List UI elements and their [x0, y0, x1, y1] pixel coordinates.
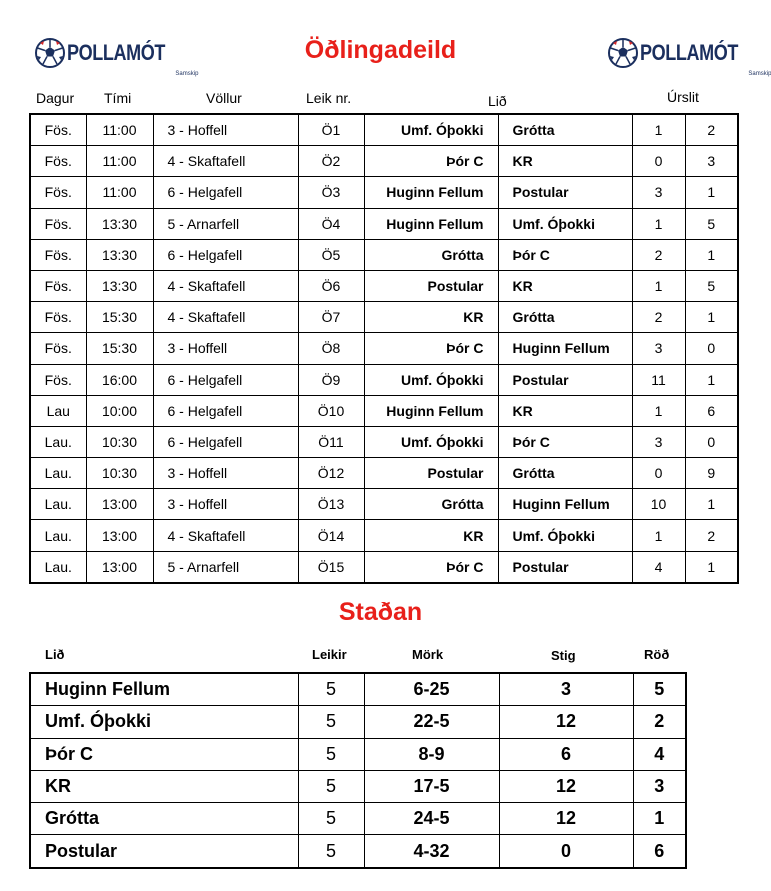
home-team-cell: Huginn Fellum [364, 208, 498, 239]
game-day-cell: Fös. [30, 333, 86, 364]
standings-row [30, 706, 686, 738]
column-header-teams: Lið [488, 93, 507, 109]
game-field-cell: 3 - Hoffell [153, 114, 298, 146]
home-team-cell: Umf. Óþokki [364, 114, 498, 146]
home-team-cell: Þór C [364, 333, 498, 364]
game-row [30, 146, 738, 177]
game-day-cell: Fös. [30, 114, 86, 146]
standings-points-cell: 0 [499, 835, 633, 868]
game-number-cell: Ö4 [298, 208, 364, 239]
game-number-cell: Ö7 [298, 302, 364, 333]
game-number-cell: Ö8 [298, 333, 364, 364]
home-score-cell: 0 [632, 146, 685, 177]
game-row [30, 364, 738, 395]
away-team-cell: Huginn Fellum [498, 333, 632, 364]
standings-row [30, 738, 686, 770]
game-field-cell: 4 - Skaftafell [153, 520, 298, 551]
game-time-cell: 10:00 [86, 395, 153, 426]
game-row [30, 489, 738, 520]
away-score-cell: 1 [685, 551, 738, 583]
home-score-cell: 1 [632, 520, 685, 551]
away-team-cell: Umf. Óþokki [498, 520, 632, 551]
standings-played-cell: 5 [298, 770, 364, 802]
home-score-cell: 1 [632, 114, 685, 146]
away-team-cell: Postular [498, 364, 632, 395]
game-field-cell: 3 - Hoffell [153, 489, 298, 520]
game-row [30, 333, 738, 364]
column-header-field: Völlur [206, 90, 242, 106]
home-team-cell: Umf. Óþokki [364, 364, 498, 395]
away-score-cell: 5 [685, 208, 738, 239]
standings-played-cell: 5 [298, 673, 364, 706]
game-row [30, 551, 738, 583]
game-day-cell: Lau. [30, 520, 86, 551]
away-score-cell: 0 [685, 333, 738, 364]
home-team-cell: Huginn Fellum [364, 177, 498, 208]
home-score-cell: 4 [632, 551, 685, 583]
standings-rank-cell: 6 [633, 835, 686, 868]
standings-row [30, 835, 686, 868]
standings-header-played: Leikir [312, 647, 347, 662]
game-number-cell: Ö15 [298, 551, 364, 583]
standings-team-cell: KR [30, 770, 298, 802]
game-field-cell: 6 - Helgafell [153, 426, 298, 457]
game-day-cell: Fös. [30, 302, 86, 333]
standings-team-cell: Grótta [30, 803, 298, 835]
game-field-cell: 6 - Helgafell [153, 364, 298, 395]
home-score-cell: 3 [632, 426, 685, 457]
home-score-cell: 11 [632, 364, 685, 395]
home-score-cell: 2 [632, 302, 685, 333]
game-number-cell: Ö13 [298, 489, 364, 520]
away-score-cell: 6 [685, 395, 738, 426]
standings-rank-cell: 5 [633, 673, 686, 706]
game-time-cell: 13:30 [86, 239, 153, 270]
away-score-cell: 2 [685, 114, 738, 146]
game-number-cell: Ö5 [298, 239, 364, 270]
standings-points-cell: 12 [499, 803, 633, 835]
games-table [29, 113, 739, 584]
home-team-cell: Postular [364, 458, 498, 489]
football-icon [608, 38, 638, 68]
column-header-game-no: Leik nr. [306, 90, 352, 106]
away-team-cell: Þór C [498, 239, 632, 270]
game-time-cell: 15:30 [86, 333, 153, 364]
game-number-cell: Ö2 [298, 146, 364, 177]
home-team-cell: Postular [364, 270, 498, 301]
standings-row [30, 770, 686, 802]
standings-header-rank: Röð [644, 647, 670, 662]
game-time-cell: 13:00 [86, 520, 153, 551]
game-day-cell: Fös. [30, 270, 86, 301]
game-day-cell: Lau. [30, 489, 86, 520]
standings-played-cell: 5 [298, 706, 364, 738]
home-score-cell: 1 [632, 395, 685, 426]
logo-text: POLLAMÓT [640, 40, 738, 65]
away-score-cell: 1 [685, 177, 738, 208]
away-team-cell: Postular [498, 551, 632, 583]
away-score-cell: 2 [685, 520, 738, 551]
game-time-cell: 10:30 [86, 426, 153, 457]
game-number-cell: Ö3 [298, 177, 364, 208]
away-score-cell: 1 [685, 489, 738, 520]
away-team-cell: KR [498, 270, 632, 301]
standings-team-cell: Postular [30, 835, 298, 868]
home-score-cell: 2 [632, 239, 685, 270]
standings-goals-cell: 22-5 [364, 706, 499, 738]
game-time-cell: 13:30 [86, 270, 153, 301]
game-row [30, 177, 738, 208]
page-title: Öðlingadeild [304, 36, 457, 64]
logo-text: POLLAMÓT [67, 40, 165, 65]
game-day-cell: Lau. [30, 551, 86, 583]
logo-subtext: Samskip [175, 71, 199, 77]
game-day-cell: Fös. [30, 208, 86, 239]
game-day-cell: Lau [30, 395, 86, 426]
standings-table [29, 672, 687, 869]
game-number-cell: Ö9 [298, 364, 364, 395]
home-team-cell: Umf. Óþokki [364, 426, 498, 457]
away-team-cell: KR [498, 395, 632, 426]
game-field-cell: 4 - Skaftafell [153, 146, 298, 177]
game-time-cell: 13:00 [86, 489, 153, 520]
standings-goals-cell: 8-9 [364, 738, 499, 770]
away-score-cell: 9 [685, 458, 738, 489]
game-row [30, 270, 738, 301]
away-team-cell: Grótta [498, 114, 632, 146]
standings-rank-cell: 4 [633, 738, 686, 770]
game-day-cell: Fös. [30, 364, 86, 395]
pollamot-logo-right [608, 36, 771, 77]
game-number-cell: Ö1 [298, 114, 364, 146]
standings-rank-cell: 3 [633, 770, 686, 802]
standings-goals-cell: 4-32 [364, 835, 499, 868]
game-number-cell: Ö11 [298, 426, 364, 457]
game-row [30, 208, 738, 239]
standings-header-goals: Mörk [412, 647, 444, 662]
away-team-cell: Grótta [498, 458, 632, 489]
game-day-cell: Fös. [30, 177, 86, 208]
game-row [30, 458, 738, 489]
game-row [30, 239, 738, 270]
standings-goals-cell: 6-25 [364, 673, 499, 706]
game-number-cell: Ö14 [298, 520, 364, 551]
game-row [30, 302, 738, 333]
game-day-cell: Lau. [30, 458, 86, 489]
home-team-cell: KR [364, 520, 498, 551]
away-team-cell: Grótta [498, 302, 632, 333]
standings-goals-cell: 17-5 [364, 770, 499, 802]
game-time-cell: 11:00 [86, 114, 153, 146]
standings-header-team: Lið [45, 647, 65, 662]
home-team-cell: Grótta [364, 489, 498, 520]
away-team-cell: Umf. Óþokki [498, 208, 632, 239]
home-score-cell: 10 [632, 489, 685, 520]
game-row [30, 395, 738, 426]
game-day-cell: Fös. [30, 146, 86, 177]
away-team-cell: Huginn Fellum [498, 489, 632, 520]
game-field-cell: 5 - Arnarfell [153, 208, 298, 239]
away-team-cell: KR [498, 146, 632, 177]
away-team-cell: Þór C [498, 426, 632, 457]
game-field-cell: 4 - Skaftafell [153, 302, 298, 333]
game-time-cell: 10:30 [86, 458, 153, 489]
game-day-cell: Fös. [30, 239, 86, 270]
game-field-cell: 6 - Helgafell [153, 239, 298, 270]
game-field-cell: 4 - Skaftafell [153, 270, 298, 301]
game-number-cell: Ö10 [298, 395, 364, 426]
away-score-cell: 1 [685, 364, 738, 395]
away-score-cell: 1 [685, 239, 738, 270]
standings-row [30, 803, 686, 835]
standings-team-cell: Þór C [30, 738, 298, 770]
standings-rank-cell: 1 [633, 803, 686, 835]
standings-goals-cell: 24-5 [364, 803, 499, 835]
away-score-cell: 5 [685, 270, 738, 301]
home-team-cell: KR [364, 302, 498, 333]
game-time-cell: 13:30 [86, 208, 153, 239]
game-day-cell: Lau. [30, 426, 86, 457]
game-number-cell: Ö12 [298, 458, 364, 489]
game-row [30, 520, 738, 551]
game-time-cell: 15:30 [86, 302, 153, 333]
game-time-cell: 11:00 [86, 146, 153, 177]
game-field-cell: 5 - Arnarfell [153, 551, 298, 583]
standings-team-cell: Huginn Fellum [30, 673, 298, 706]
home-score-cell: 3 [632, 177, 685, 208]
away-score-cell: 0 [685, 426, 738, 457]
home-score-cell: 0 [632, 458, 685, 489]
logo-subtext: Samskip [748, 71, 771, 77]
away-score-cell: 1 [685, 302, 738, 333]
home-score-cell: 1 [632, 270, 685, 301]
game-number-cell: Ö6 [298, 270, 364, 301]
standings-points-cell: 3 [499, 673, 633, 706]
standings-team-cell: Umf. Óþokki [30, 706, 298, 738]
column-header-time: Tími [104, 90, 132, 106]
game-row [30, 426, 738, 457]
game-row [30, 114, 738, 146]
standings-played-cell: 5 [298, 835, 364, 868]
standings-rank-cell: 2 [633, 706, 686, 738]
game-field-cell: 3 - Hoffell [153, 333, 298, 364]
home-team-cell: Huginn Fellum [364, 395, 498, 426]
column-header-result: Úrslit [667, 89, 699, 105]
standings-points-cell: 6 [499, 738, 633, 770]
away-score-cell: 3 [685, 146, 738, 177]
standings-played-cell: 5 [298, 738, 364, 770]
home-score-cell: 1 [632, 208, 685, 239]
home-team-cell: Þór C [364, 146, 498, 177]
standings-title: Staðan [338, 598, 423, 626]
column-header-day: Dagur [36, 90, 75, 106]
game-field-cell: 3 - Hoffell [153, 458, 298, 489]
home-score-cell: 3 [632, 333, 685, 364]
game-field-cell: 6 - Helgafell [153, 395, 298, 426]
standings-points-cell: 12 [499, 706, 633, 738]
game-field-cell: 6 - Helgafell [153, 177, 298, 208]
home-team-cell: Grótta [364, 239, 498, 270]
game-time-cell: 11:00 [86, 177, 153, 208]
game-time-cell: 13:00 [86, 551, 153, 583]
standings-points-cell: 12 [499, 770, 633, 802]
standings-played-cell: 5 [298, 803, 364, 835]
standings-header-points: Stig [551, 648, 576, 663]
home-team-cell: Þór C [364, 551, 498, 583]
away-team-cell: Postular [498, 177, 632, 208]
game-time-cell: 16:00 [86, 364, 153, 395]
standings-row [30, 673, 686, 706]
